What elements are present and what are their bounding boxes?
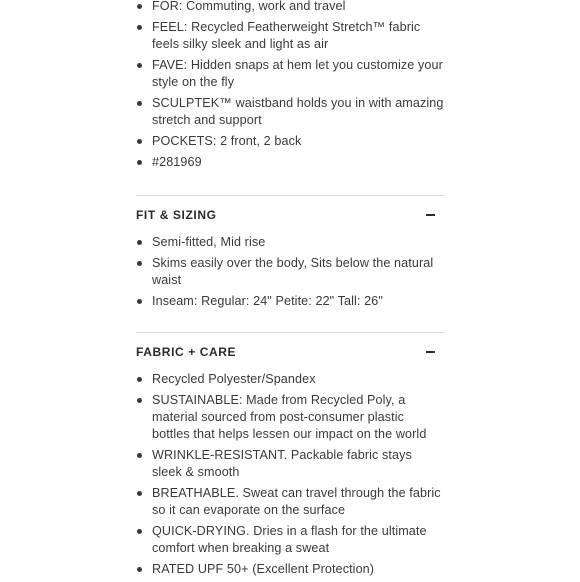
list-item-text: Skims easily over the body, Sits below the natural waist xyxy=(152,256,434,287)
fabric-care-list xyxy=(136,371,444,578)
bullet-icon xyxy=(137,240,142,245)
fit-sizing-title: FIT & SIZING xyxy=(136,208,217,222)
list-item xyxy=(136,0,444,15)
minus-icon[interactable] xyxy=(426,351,435,353)
bullet-icon xyxy=(137,567,142,572)
list-item xyxy=(136,95,444,129)
section-divider xyxy=(136,195,444,196)
list-item-text: Semi-fitted, Mid rise xyxy=(152,235,266,249)
section-divider xyxy=(136,332,444,333)
list-item-text: FAVE: Hidden snaps at hem let you customize your style on the fly xyxy=(152,58,443,89)
list-item xyxy=(136,154,444,171)
list-item-text: WRINKLE-RESISTANT. Packable fabric stays sleek & smooth xyxy=(152,448,412,479)
list-item xyxy=(136,523,444,557)
list-item-text: BREATHABLE. Sweat can travel through the fabric so it can evaporate on the surface xyxy=(152,486,441,517)
fit-sizing-header[interactable] xyxy=(136,205,436,225)
bullet-icon xyxy=(137,261,142,266)
list-item xyxy=(136,293,444,310)
bullet-icon xyxy=(137,139,142,144)
bullet-icon xyxy=(137,398,142,403)
list-item xyxy=(136,392,444,443)
list-item-text: POCKETS: 2 front, 2 back xyxy=(152,134,302,148)
list-item xyxy=(136,561,444,578)
bullet-icon xyxy=(137,453,142,458)
list-item-text: Inseam: Regular: 24" Petite: 22" Tall: 26" xyxy=(152,294,383,308)
bullet-icon xyxy=(137,299,142,304)
list-item-text: SUSTAINABLE: Made from Recycled Poly, a material sourced from post-consumer plastic bottles that helps lessen our impact on the world xyxy=(152,393,427,441)
bullet-icon xyxy=(137,377,142,382)
list-item xyxy=(136,19,444,53)
fabric-care-section xyxy=(136,371,444,582)
details-list xyxy=(136,0,444,171)
bullet-icon xyxy=(137,25,142,30)
minus-icon[interactable] xyxy=(426,214,435,216)
list-item xyxy=(136,371,444,388)
bullet-icon xyxy=(137,491,142,496)
bullet-icon xyxy=(137,63,142,68)
fabric-care-header[interactable] xyxy=(136,342,436,362)
list-item xyxy=(136,133,444,150)
fit-sizing-list xyxy=(136,234,444,310)
list-item-text: QUICK-DRYING. Dries in a flash for the ultimate comfort when breaking a sweat xyxy=(152,524,427,555)
list-item-text: FOR: Commuting, work and travel xyxy=(152,0,346,13)
fit-sizing-section xyxy=(136,234,444,314)
bullet-icon xyxy=(137,160,142,165)
list-item xyxy=(136,447,444,481)
list-item xyxy=(136,57,444,91)
list-item xyxy=(136,234,444,251)
fabric-care-title: FABRIC + CARE xyxy=(136,345,237,359)
list-item-text: SCULPTEK™ waistband holds you in with amazing stretch and support xyxy=(152,96,444,127)
list-item-text: RATED UPF 50+ (Excellent Protection) xyxy=(152,562,375,576)
list-item xyxy=(136,255,444,289)
list-item-text: #281969 xyxy=(152,155,202,169)
list-item-text: Recycled Polyester/Spandex xyxy=(152,372,316,386)
list-item-text: FEEL: Recycled Featherweight Stretch™ fabric feels silky sleek and light as air xyxy=(152,20,421,51)
list-item xyxy=(136,485,444,519)
details-section xyxy=(136,0,444,175)
bullet-icon xyxy=(137,101,142,106)
bullet-icon xyxy=(137,4,142,9)
bullet-icon xyxy=(137,529,142,534)
